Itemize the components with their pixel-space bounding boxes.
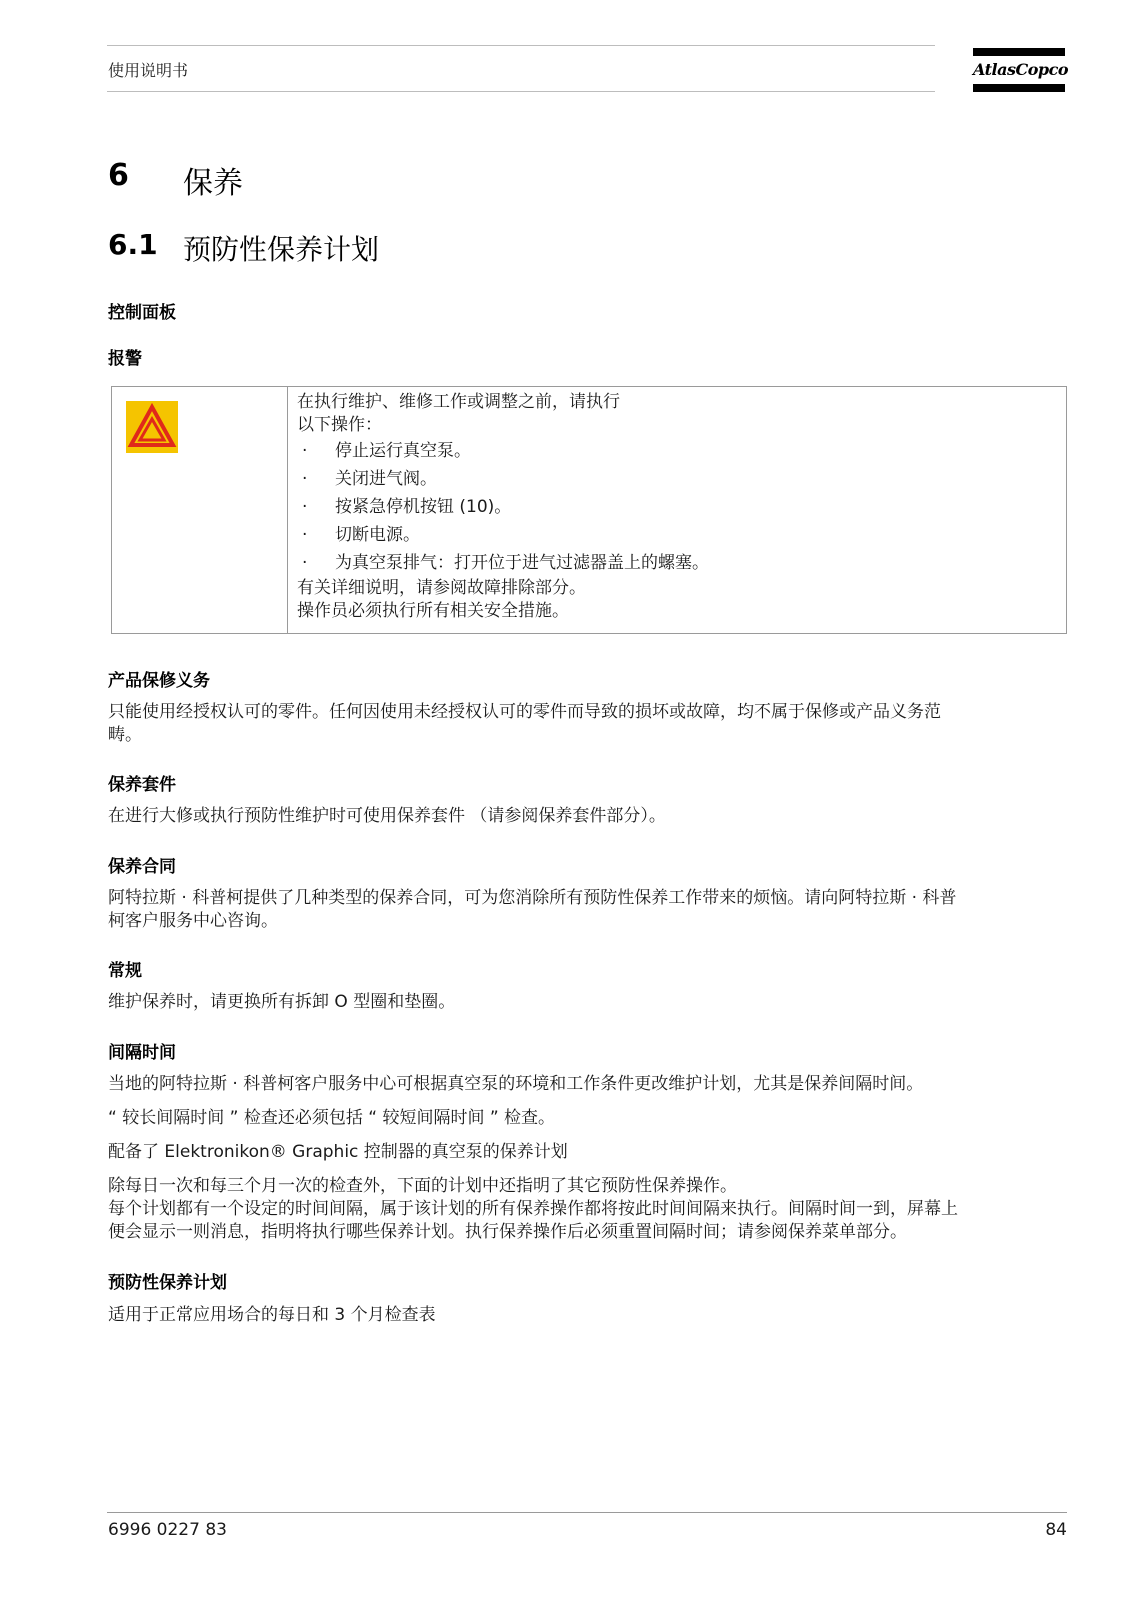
document-title: 使用说明书 — [108, 61, 189, 80]
general-heading: 常规 — [108, 961, 142, 981]
warning-triangle-icon — [126, 401, 178, 453]
header-divider-top — [107, 45, 935, 46]
schedule-heading: 预防性保养计划 — [108, 1273, 227, 1293]
bullet-dot: · — [302, 497, 308, 517]
list-item-text: 为真空泵排气：打开位于进气过滤器盖上的螺塞。 — [335, 553, 709, 573]
warning-column-divider — [287, 387, 288, 633]
warning-intro-line-1: 在执行维护、维修工作或调整之前，请执行 — [297, 392, 620, 412]
warning-intro-line-2: 以下操作： — [297, 415, 382, 435]
header-divider-bottom — [107, 91, 935, 92]
logo-bar-top — [973, 48, 1065, 56]
document-code: 6996 0227 83 — [108, 1520, 227, 1540]
list-item-text: 停止运行真空泵。 — [335, 441, 471, 461]
warranty-line-1: 只能使用经授权认可的零件。任何因使用未经授权认可的零件而导致的损坏或故障，均不属于保修或产品义务范 — [108, 702, 941, 722]
warning-content — [297, 391, 1057, 623]
bullet-dot: · — [302, 525, 308, 545]
list-item — [297, 493, 1057, 521]
bullet-dot: · — [302, 469, 308, 489]
intervals-text-3: 配备了 Elektronikon® Graphic 控制器的真空泵的保养计划 — [108, 1142, 568, 1162]
alarm-heading: 报警 — [108, 349, 142, 369]
warning-outro-line-2: 操作员必须执行所有相关安全措施。 — [297, 601, 569, 621]
service-contracts-heading: 保养合同 — [108, 857, 176, 877]
section-number: 6.1 — [108, 228, 158, 261]
logo-bar-bottom — [973, 84, 1065, 92]
chapter-number: 6 — [108, 158, 129, 193]
bullet-dot: · — [302, 441, 308, 461]
service-contracts-line-1: 阿特拉斯 · 科普柯提供了几种类型的保养合同，可为您消除所有预防性保养工作带来的烦恼。请向阿特拉斯 · 科普 — [108, 888, 957, 908]
chapter-title: 保养 — [183, 166, 243, 201]
intervals-line-4: 除每日一次和每三个月一次的检查外，下面的计划中还指明了其它预防性保养操作。 — [108, 1176, 737, 1196]
service-contracts-text — [108, 887, 1058, 933]
list-item-text: 按紧急停机按钮 (10)。 — [335, 497, 512, 517]
intervals-text-2: “ 较长间隔时间 ” 检查还必须包括 “ 较短间隔时间 ” 检查。 — [108, 1108, 556, 1128]
intervals-heading: 间隔时间 — [108, 1043, 176, 1063]
warranty-text — [108, 701, 1058, 747]
intervals-text-block — [108, 1175, 1058, 1244]
footer-divider — [107, 1512, 1067, 1513]
general-text: 维护保养时，请更换所有拆卸 O 型圈和垫圈。 — [108, 992, 456, 1012]
service-contracts-line-2: 柯客户服务中心咨询。 — [108, 911, 278, 931]
list-item — [297, 521, 1057, 549]
section-title: 预防性保养计划 — [183, 233, 380, 266]
list-item — [297, 465, 1057, 493]
intervals-text-1: 当地的阿特拉斯 · 科普柯客户服务中心可根据真空泵的环境和工作条件更改维护计划，尤其是保养间隔时间。 — [108, 1074, 924, 1094]
service-kits-heading: 保养套件 — [108, 775, 176, 795]
logo-text: AtlasCopco — [973, 60, 1068, 79]
list-item-text: 关闭进气阀。 — [335, 469, 437, 489]
warning-box — [111, 386, 1067, 634]
control-panel-heading: 控制面板 — [108, 303, 176, 323]
list-item — [297, 437, 1057, 465]
warranty-heading: 产品保修义务 — [108, 671, 210, 691]
list-item-text: 切断电源。 — [335, 525, 420, 545]
service-kits-text: 在进行大修或执行预防性维护时可使用保养套件 （请参阅保养套件部分）。 — [108, 806, 666, 826]
page-number: 84 — [1045, 1520, 1067, 1540]
schedule-text: 适用于正常应用场合的每日和 3 个月检查表 — [108, 1305, 436, 1325]
bullet-dot: · — [302, 553, 308, 573]
list-item — [297, 549, 1057, 577]
warranty-line-2: 畴。 — [108, 725, 142, 745]
intervals-line-6: 便会显示一则消息，指明将执行哪些保养计划。执行保养操作后必须重置间隔时间；请参阅保养菜单部分。 — [108, 1222, 907, 1242]
brand-logo — [973, 48, 1068, 94]
intervals-line-5: 每个计划都有一个设定的时间间隔，属于该计划的所有保养操作都将按此时间间隔来执行。间隔时间一到，屏幕上 — [108, 1199, 958, 1219]
warning-outro-line-1: 有关详细说明，请参阅故障排除部分。 — [297, 578, 586, 598]
